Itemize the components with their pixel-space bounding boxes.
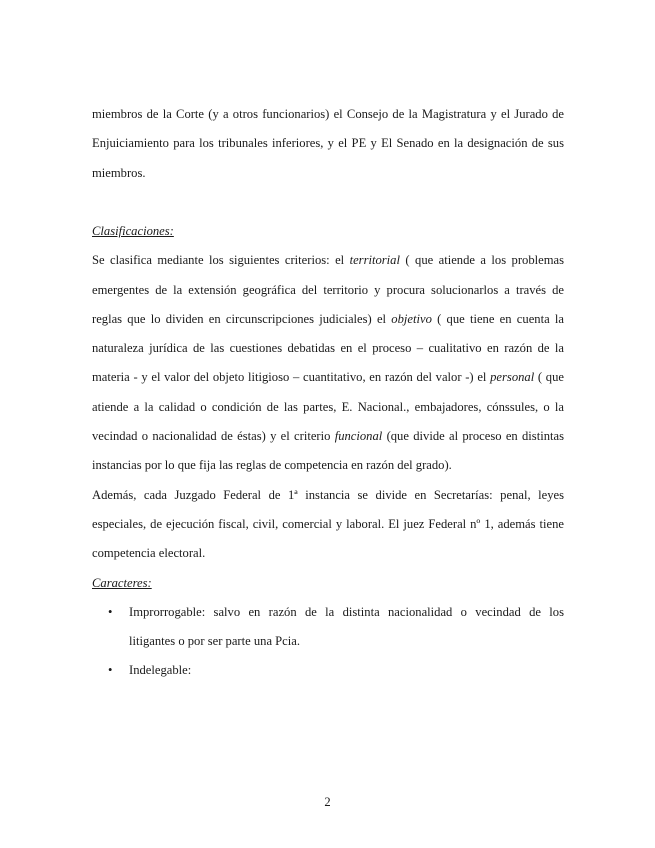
text-line: Además, cada Juzgado Federal de 1ª instancia se divide en Secretarías: penal, leyes <box>92 487 564 502</box>
text-line: atiende a la calidad o condición de las partes, E. Nacional., embajadores, cónssules, o la <box>92 399 564 414</box>
text-line: miembros de la Corte (y a otros funcionarios) el Consejo de la Magistratura y el Jurado de <box>92 107 564 121</box>
term-personal: personal <box>490 370 535 385</box>
text-line: especiales, de ejecución fiscal, civil, comercial y laboral. El juez Federal nº 1, además tiene <box>92 516 564 531</box>
text-line: litigantes o por ser parte una Pcia. <box>129 634 301 649</box>
caracteres-list <box>92 598 564 686</box>
text-segment: Se clasifica mediante los siguientes criterios: el <box>92 253 350 268</box>
bullet-icon: • <box>108 604 113 619</box>
text-line: miembros. <box>92 165 146 180</box>
term-objetivo: objetivo <box>391 311 432 326</box>
text-line <box>92 305 564 334</box>
text-line: Indelegable: <box>129 663 192 678</box>
term-territorial: territorial <box>349 253 400 268</box>
term-funcional: funcional <box>334 429 383 444</box>
text-line: Improrrogable: salvo en razón de la distinta nacionalidad o vecindad de los <box>129 604 564 619</box>
text-segment: reglas que lo dividen en circunscripciones judiciales) el <box>92 311 392 326</box>
text-line: competencia electoral. <box>92 546 206 561</box>
text-line: instancias por lo que fija las reglas de competencia en razón del grado). <box>92 458 452 473</box>
text-line: emergentes de la extensión geográfica del territorio y procura solucionarlos a través de <box>92 282 564 297</box>
clasificaciones-heading: Clasificaciones: <box>92 224 174 238</box>
list-item <box>92 656 564 685</box>
text-segment: vecindad o nacionalidad de éstas) y el criterio <box>92 429 335 444</box>
text-line <box>92 422 564 451</box>
text-line <box>92 363 564 392</box>
text-segment: ( que atiende a los problemas <box>399 253 565 268</box>
bullet-icon: • <box>108 663 113 678</box>
text-segment: (que divide al proceso en distintas <box>382 429 564 444</box>
main-content <box>92 217 564 686</box>
text-segment: ( que <box>534 370 564 385</box>
page-number: 2 <box>324 795 331 809</box>
text-line: Enjuiciamiento para los tribunales inferiores, y el PE y El Senado en la designación de sus <box>92 136 564 151</box>
text-line <box>92 246 564 275</box>
paragraph-intro <box>92 100 564 188</box>
text-segment: materia - y el valor del objeto litigioso – cuantitativo, en razón del valor -) el <box>92 370 491 385</box>
list-item <box>92 598 564 657</box>
text-line: naturaleza jurídica de las cuestiones debatidas en el proceso – cualitativo en razón de la <box>92 341 564 356</box>
text-segment: ( que tiene en cuenta la <box>431 311 564 326</box>
caracteres-heading: Caracteres: <box>92 575 152 590</box>
